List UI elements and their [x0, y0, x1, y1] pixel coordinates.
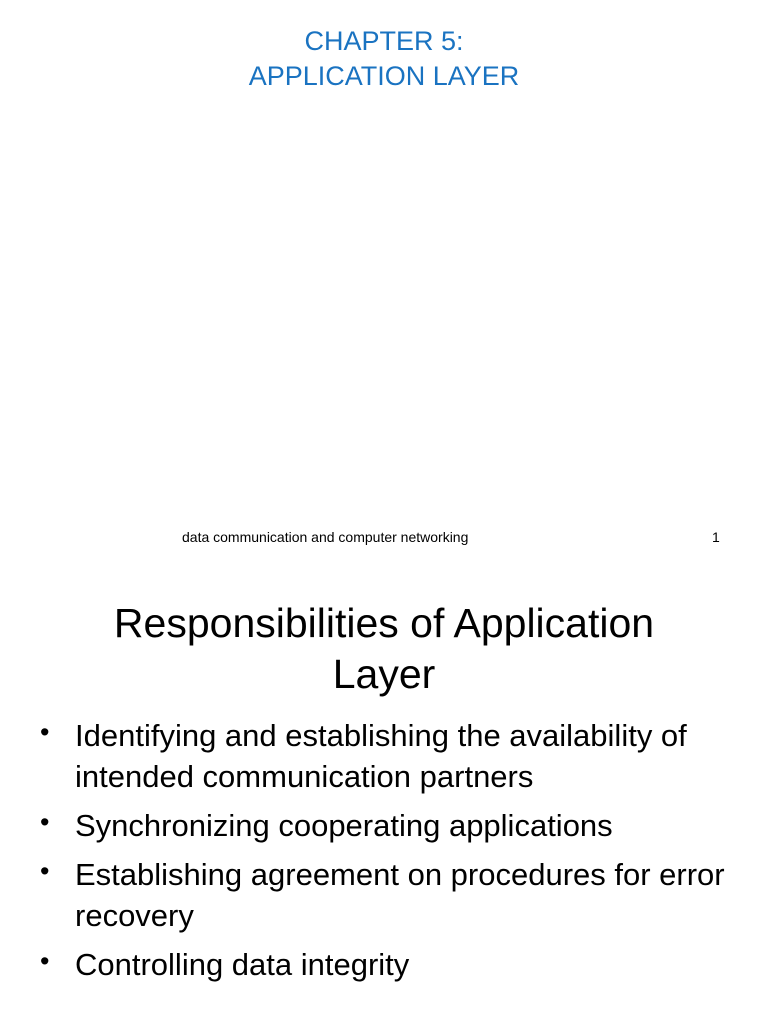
- bullet-icon: •: [40, 807, 50, 837]
- bullet-item: [40, 805, 740, 846]
- bullet-text: Synchronizing cooperating applications: [75, 808, 613, 843]
- bullet-text: Identifying and establishing the availability of intended communication partners: [75, 718, 687, 794]
- bullet-icon: •: [40, 946, 50, 976]
- slide-responsibilities: [0, 560, 768, 1024]
- chapter-title-line-2: APPLICATION LAYER: [248, 61, 520, 91]
- bullet-item: [40, 715, 740, 797]
- slide-footer: data communication and computer networking: [182, 529, 469, 545]
- page-number: 1: [712, 529, 720, 545]
- chapter-title-line-1: CHAPTER 5:: [304, 26, 464, 56]
- bullet-item: [40, 944, 740, 985]
- bullet-item: [40, 854, 740, 936]
- bullet-list: [40, 715, 740, 993]
- slide-title: [0, 598, 768, 700]
- bullet-icon: •: [40, 856, 50, 886]
- bullet-text: Controlling data integrity: [75, 947, 410, 982]
- chapter-title: [0, 24, 768, 94]
- slide-title-line-1: Responsibilities of Application: [113, 600, 655, 646]
- bullet-text: Establishing agreement on procedures for error recovery: [75, 857, 725, 933]
- bullet-icon: •: [40, 717, 50, 747]
- slide-title-line-2: Layer: [332, 651, 436, 697]
